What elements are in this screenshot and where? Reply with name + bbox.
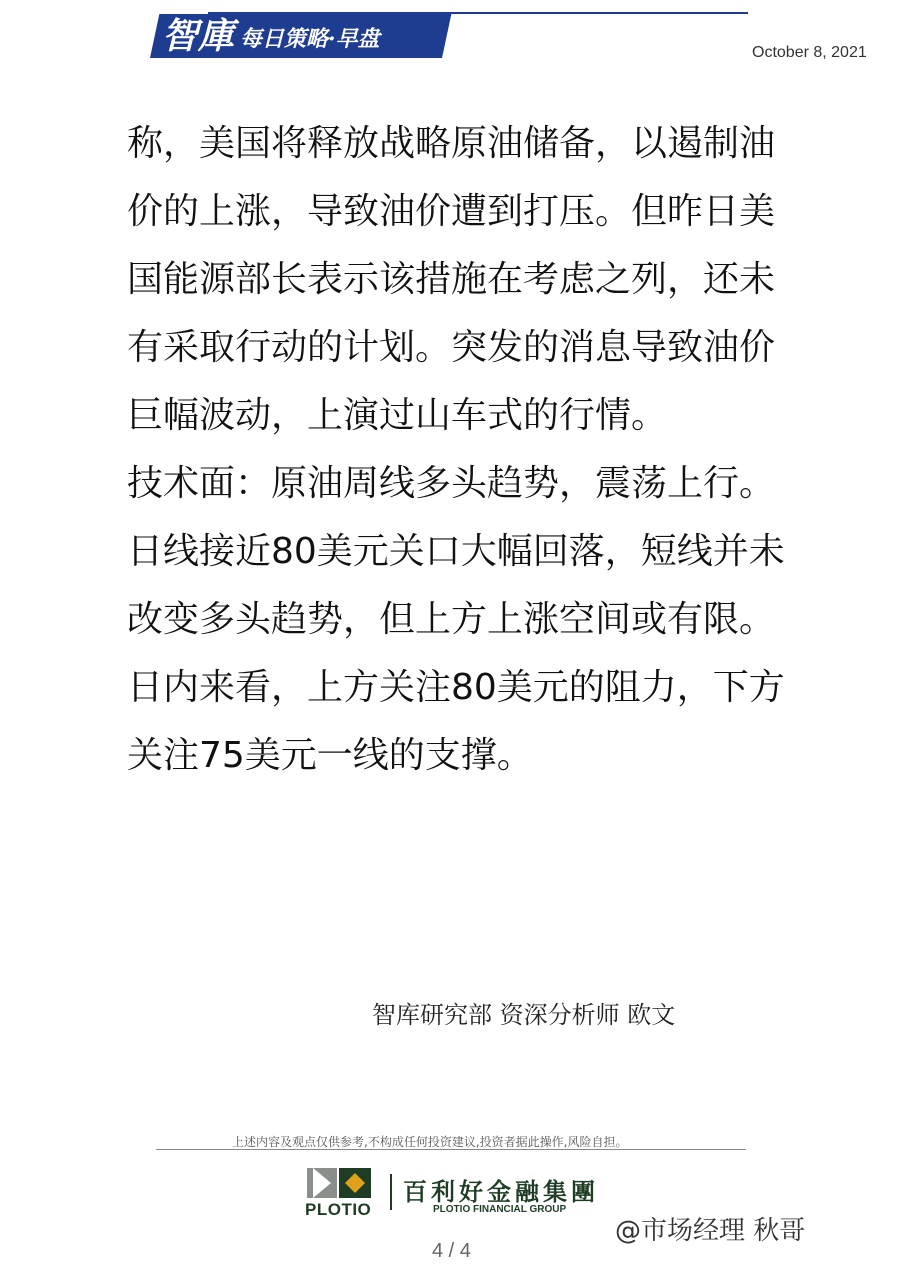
company-name-cn: 百利好金融集團 (403, 1178, 599, 1206)
brand-title: 智庫 (162, 15, 235, 57)
author-signature: 智库研究部 资深分析师 欧文 (372, 1001, 676, 1029)
logo-separator (390, 1174, 392, 1210)
footer-divider (156, 1149, 746, 1150)
article-body (127, 110, 787, 790)
paragraph-technical: 技术面：原油周线多头趋势，震荡上行。日线接近80美元关口大幅回落，短线并未改变多头趋势，但上方上涨空间或有限。日内来看，上方关注80美元的阻力，下方关注75美元一线的支撑。 (127, 463, 785, 776)
report-date: October 8, 2021 (752, 44, 867, 61)
brand-subtitle: 每日策略·早盘 (240, 26, 380, 52)
company-logo (305, 1168, 605, 1222)
logo-wordmark: PLOTIO (305, 1200, 372, 1219)
company-name-en: PLOTIO FINANCIAL GROUP (433, 1204, 567, 1215)
disclaimer-text: 上述内容及观点仅供参考,不构成任何投资建议,投资者据此操作,风险自担。 (232, 1135, 628, 1149)
paragraph-market: 称，美国将释放战略原油储备，以遏制油价的上涨，导致油价遭到打压。但昨日美国能源部长表示该措施在考虑之列，还未有采取行动的计划。突发的消息导致油价巨幅波动，上演过山车式的行情。 (127, 123, 776, 436)
page-number: 4 / 4 (432, 1240, 471, 1262)
plotio-logo-icon (305, 1168, 375, 1198)
weibo-watermark: @市场经理 秋哥 (615, 1216, 806, 1246)
header-banner (150, 10, 867, 61)
